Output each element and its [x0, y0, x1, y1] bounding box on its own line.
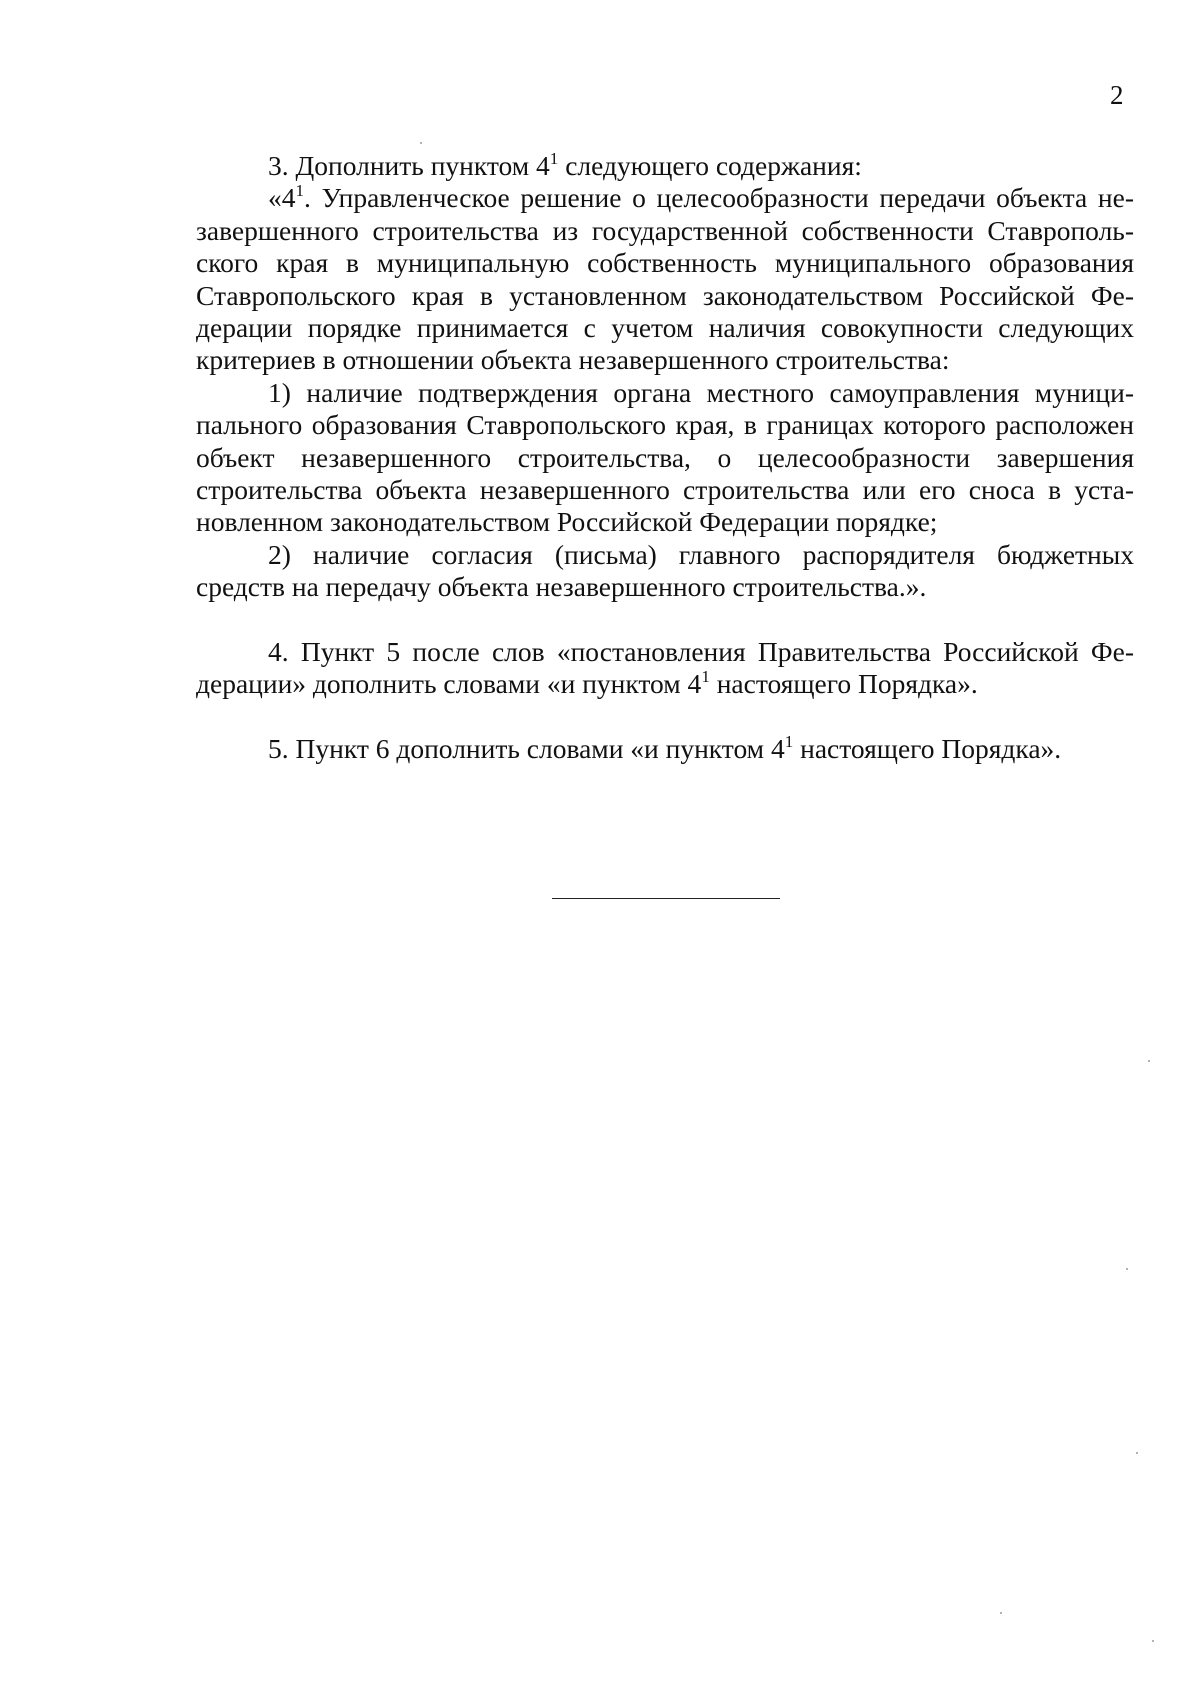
section-3-heading: [196, 150, 1134, 182]
section-3-quote-body: . Управленческое решение о целесообразности передачи объекта незавершенного строительства из государственной собственности Ставропольского края в муниципальную собственность муниципального образования Ставропольского края в установленном законодательством Российской Федерации порядке принимается с учетом наличия совокупности следующих критериев в отношении объекта незавершенного строительства:: [196, 182, 1134, 376]
end-divider-line: [552, 898, 780, 899]
section-3-quote-open: «4: [268, 182, 296, 214]
scan-speck: [1148, 1060, 1150, 1062]
section-3-lead-tail: следующего содержания:: [558, 150, 862, 181]
section-3-item-1: 1) наличие подтверждения органа местного самоуправления муниципального образования Ставропольского края, в границах которого расположен объект незавершенного строительства, о целесообразности завершения строительства объекта незавершенного строительства или его сноса в установленном законодательством Российской Федерации порядке;: [196, 376, 1134, 538]
section-3-lead: 3. Дополнить пунктом 4: [268, 150, 550, 181]
section-3-quote: [196, 182, 1134, 376]
scan-speck: [1126, 1268, 1128, 1270]
paragraph-spacer: [196, 701, 1134, 733]
section-4-text: 4. Пункт 5 после слов «постановления Правительства Российской Федерации» дополнить словами «и пунктом 4: [196, 635, 1134, 700]
section-4: [196, 636, 1134, 701]
section-3-quote-superscript: 1: [295, 181, 305, 201]
section-5: [196, 733, 1134, 765]
page-number: 2: [1110, 80, 1124, 110]
scan-speck: [1152, 1640, 1154, 1642]
section-5-tail: настоящего Порядка».: [793, 732, 1062, 764]
paragraph-spacer: [196, 604, 1134, 636]
section-4-superscript: 1: [701, 667, 710, 687]
section-5-text: 5. Пункт 6 дополнить словами «и пунктом 4: [268, 732, 785, 764]
section-4-tail: настоящего Порядка».: [709, 668, 978, 700]
section-3-lead-superscript: 1: [549, 149, 559, 168]
section-5-superscript: 1: [784, 731, 794, 751]
scan-speck: [1000, 1612, 1002, 1614]
scan-speck: [1136, 1452, 1138, 1454]
document-body: [196, 150, 1134, 765]
section-3-item-2: 2) наличие согласия (письма) главного распорядителя бюджетных средств на передачу объекта незавершенного строительства.».: [196, 538, 1134, 603]
scan-speck: [420, 142, 422, 144]
